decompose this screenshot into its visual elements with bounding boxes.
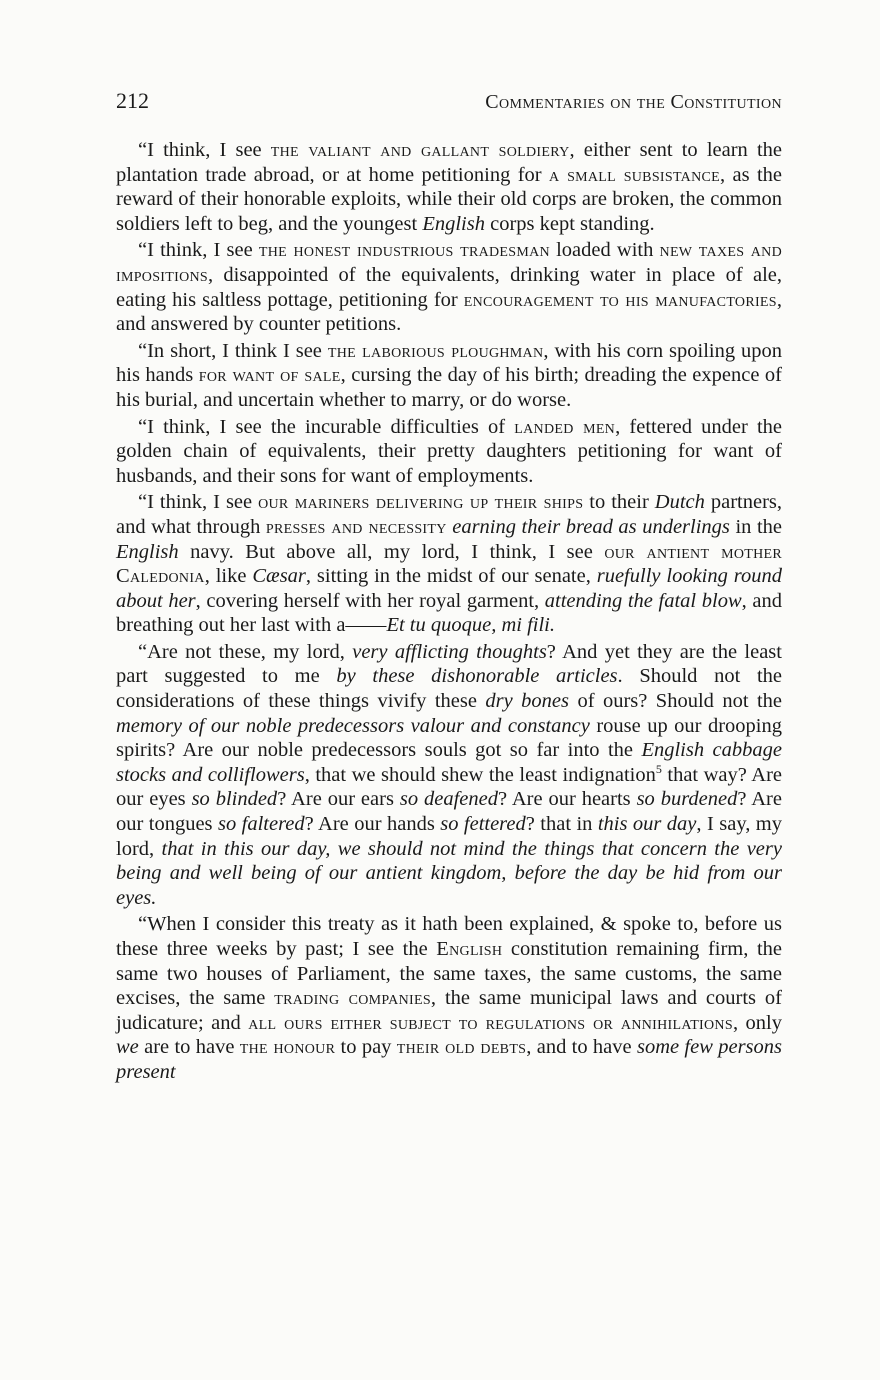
text-run: , that we should shew the least indignation xyxy=(304,763,656,786)
small-caps-text: the honest industrious tradesman xyxy=(258,239,550,262)
text-run: to their xyxy=(583,491,655,514)
italic-text: so deafened xyxy=(399,788,498,811)
paragraph xyxy=(116,490,782,638)
running-title: Commentaries on the Constitution xyxy=(485,91,782,113)
italic-text: Dutch xyxy=(654,491,705,514)
text-run: are to have xyxy=(138,1036,240,1059)
text-run: partners, and what through xyxy=(116,491,783,538)
small-caps-text: their old debts xyxy=(396,1036,527,1059)
small-caps-text: the honour xyxy=(239,1036,336,1059)
text-run: “I think, I see xyxy=(138,239,259,262)
text-run: . Should not the considerations of these things vivify these xyxy=(116,665,782,713)
italic-text: this our day xyxy=(597,813,697,836)
italic-text: English cabbage stocks and colliflowers xyxy=(116,739,782,786)
text-run: corps kept standing. xyxy=(484,212,655,235)
italic-text: so burdened xyxy=(636,788,738,811)
italic-text: English xyxy=(116,540,179,563)
text-run: “When I consider this treaty as it hath been explained, & spoke to, before us these three weeks by past; I see the xyxy=(116,913,782,960)
text-run: navy. But above all, my lord, I think, I see xyxy=(178,540,605,563)
small-caps-text: landed men xyxy=(514,415,616,438)
small-caps-text: our mariners delivering up their ships xyxy=(258,491,584,514)
paragraph xyxy=(116,138,782,236)
small-caps-text: encouragement to his manufactories xyxy=(463,288,777,311)
text-run: “I think, I see xyxy=(138,491,259,514)
text-run: rouse up our drooping spirits? Are our noble predecessors souls got so far into the xyxy=(116,714,782,762)
footnote-marker: 5 xyxy=(655,762,662,777)
paragraph xyxy=(116,912,782,1084)
text-run: “I think, I see the incurable difficulties of xyxy=(138,415,515,438)
text-run: , I say, my lord, xyxy=(116,813,782,860)
text-run: in the xyxy=(729,515,782,538)
text-run: of ours? Should not the xyxy=(569,690,782,713)
italic-text: English xyxy=(422,212,485,235)
italic-text: so fettered xyxy=(440,813,526,836)
text-run: ? Are our ears xyxy=(277,788,400,811)
text-run: loaded with xyxy=(549,239,660,262)
paragraph xyxy=(116,339,782,413)
italic-text: ruefully looking round about her xyxy=(116,565,782,612)
body-text xyxy=(116,138,782,1087)
paragraph xyxy=(116,238,782,336)
text-run: , only xyxy=(732,1011,782,1034)
text-run: , sitting in the midst of our senate, xyxy=(305,565,597,588)
italic-text: Et tu quoque, mi fili. xyxy=(386,614,555,637)
small-caps-text: our antient mother Caledonia xyxy=(116,540,783,588)
italic-text: we xyxy=(116,1036,139,1059)
italic-text: dry bones xyxy=(485,690,570,713)
page-number: 212 xyxy=(116,88,149,113)
text-run: , cursing the day of his birth; dreading the expence of his burial, and uncertain whether to marry, or do worse. xyxy=(116,364,782,411)
text-run: ? that in xyxy=(525,813,598,836)
text-run: , disappointed of the equivalents, drinking water in place of ale, eating his saltless pottage, petitioning for xyxy=(116,263,782,311)
text-run: ? Are our tongues xyxy=(116,788,782,836)
text-run: , fettered under the golden chain of equivalents, their pretty daughters petitioning for want of husbands, and their sons for want of employments. xyxy=(116,415,783,487)
small-caps-text: for want of sale xyxy=(198,364,341,387)
text-run: , and breathing out her last with a—— xyxy=(116,589,783,637)
italic-text: so blinded xyxy=(191,788,278,811)
text-run: , and answered by counter petitions. xyxy=(116,288,782,336)
text-run: ? Are our hands xyxy=(304,813,441,836)
small-caps-text: the laborious ploughman xyxy=(327,339,544,362)
text-run: “In short, I think I see xyxy=(138,339,328,362)
italic-text: that in this our day, we should not mind the things that concern the very being and well being of our antient kingdom, before the day be hid from our eyes. xyxy=(116,837,782,909)
small-caps-text: the valiant and gallant soldiery xyxy=(270,139,570,161)
text-run: that way? Are our eyes xyxy=(116,763,782,811)
italic-text: attending the fatal blow xyxy=(544,589,742,612)
text-run: , either sent to learn the plantation trade abroad, or at home petitioning for xyxy=(116,139,782,186)
small-caps-text: a small subsistance xyxy=(548,163,720,186)
small-caps-text: new taxes and impositions xyxy=(116,239,782,286)
italic-text: so faltered xyxy=(217,813,305,836)
text-run: , the same municipal laws and courts of judicature; and xyxy=(116,987,782,1034)
paragraph xyxy=(116,640,782,911)
small-caps-text: presses and necessity xyxy=(265,515,447,538)
italic-text: memory of our noble predecessors valour and constancy xyxy=(116,714,590,737)
text-run: , covering herself with her royal garment, xyxy=(195,589,545,612)
small-caps-text: trading companies xyxy=(274,987,431,1010)
running-head xyxy=(116,88,782,114)
text-run: to pay xyxy=(335,1036,397,1059)
text-run: “Are not these, my lord, xyxy=(138,640,353,663)
italic-text: Cæsar xyxy=(252,565,306,588)
small-caps-text: English xyxy=(436,938,503,960)
text-run: , as the reward of their honorable exploits, while their old corps are broken, the common soldiers left to beg, and the youngest xyxy=(116,163,782,235)
text-run: ? And yet they are the least part suggested to me xyxy=(116,640,782,688)
italic-text: some few persons present xyxy=(116,1036,783,1083)
text-run: , with his corn spoiling upon his hands xyxy=(116,339,783,387)
text-run: ? Are our hearts xyxy=(497,788,637,811)
text-run: constitution remaining firm, the same two houses of Parliament, the same taxes, the same customs, the same excises, the same xyxy=(116,938,782,1010)
paragraph xyxy=(116,415,782,489)
italic-text: very afflicting thoughts xyxy=(352,640,547,663)
text-run: , like xyxy=(204,565,253,588)
text-run: , and to have xyxy=(526,1036,637,1059)
italic-text: by these dishonorable articles xyxy=(336,665,618,688)
text-run: “I think, I see xyxy=(138,139,271,161)
small-caps-text: all ours either subject to regulations or annihilations xyxy=(248,1011,733,1034)
italic-text: earning their bread as underlings xyxy=(452,515,730,538)
